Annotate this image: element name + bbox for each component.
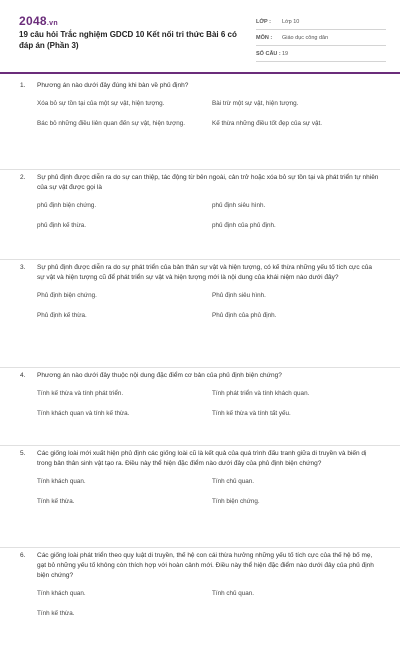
answer-options [37, 291, 380, 320]
answer-option[interactable]: Tính chủ quan. [212, 478, 255, 486]
answer-option[interactable]: Tính kế thừa và tính phát triển. [37, 390, 124, 398]
answer-option[interactable]: Tính kế thừa. [37, 497, 75, 505]
question-number: 5. [20, 450, 26, 457]
answer-option[interactable]: phủ định biện chứng. [37, 202, 97, 210]
question-text: Các giống loài phát triển theo quy luật di truyền, thế hệ con cái thừa hưởng những yếu tố tích cực của thế hệ bố mẹ, gạt bỏ những yếu tố không còn thích hợp với hoàn cảnh mới. Điều này thể hiện đặc điểm nào dưới đây của phủ định biện chứng? [37, 552, 374, 580]
answer-option[interactable]: Bài trừ một sự vật, hiện tượng. [212, 100, 299, 108]
question-stem [20, 449, 380, 469]
page-header [0, 0, 400, 72]
meta-value: Lớp 10 [282, 18, 300, 25]
answer-options [37, 201, 380, 230]
question-text: Các giống loài mới xuất hiện phủ định các giống loài cũ là kết quả của quá trình đấu tranh giữa di truyền và biến dị trong bản thân sinh vật tạo ra. Điều này thể hiện đặc điểm nào dưới đây của phủ định biện chứng? [37, 450, 367, 468]
question-item [0, 78, 400, 170]
meta-value: Giáo dục công dân [282, 34, 329, 41]
question-number: 6. [20, 552, 26, 559]
answer-option[interactable]: phủ định của phủ định. [212, 221, 276, 229]
question-list [0, 78, 400, 651]
answer-option[interactable]: Phủ định biện chứng. [37, 292, 97, 300]
answer-option[interactable]: Kế thừa những điều tốt đẹp của sự vật. [212, 119, 322, 127]
document-meta [256, 14, 386, 62]
meta-row-grade [256, 14, 386, 30]
answer-option[interactable]: Tính khách quan. [37, 478, 86, 486]
question-stem [20, 263, 380, 283]
answer-option[interactable]: Tính phát triển và tính khách quan. [212, 390, 310, 398]
answer-option[interactable]: Tính kế thừa. [37, 609, 75, 617]
answer-option[interactable]: Tính khách quan và tính kế thừa. [37, 409, 130, 417]
question-item [0, 446, 400, 548]
meta-value: 19 [282, 50, 289, 57]
question-item [0, 368, 400, 446]
logo-text: 2048 [19, 14, 47, 28]
answer-option[interactable]: Tính chủ quan. [212, 590, 255, 598]
question-text: Sự phủ định được diễn ra do sự phát triển của bản thân sự vật và hiện tượng, có kế thừa những yếu tố tích cực của sự vật và hiện tượng cũ để phát triển sự vật và hiện tượng mới là nội dung của khái niệm nào dưới đây? [37, 264, 372, 282]
question-number: 2. [20, 174, 26, 181]
answer-option[interactable]: Tính kế thừa và tính tất yếu. [212, 409, 291, 417]
logo-suffix: .vn [46, 20, 58, 27]
question-item [0, 260, 400, 368]
answer-option[interactable]: phủ định siêu hình. [212, 202, 266, 210]
question-text: Phương án nào dưới đây đúng khi bàn về phủ định? [37, 82, 189, 89]
answer-option[interactable]: Xóa bỏ sự tồn tại của một sự vật, hiện tượng. [37, 100, 165, 108]
question-number: 4. [20, 372, 26, 379]
question-text: Sự phủ định được diễn ra do sự can thiệp, tác động từ bên ngoài, cản trở hoặc xóa bỏ sự tồn tại và phát triển tự nhiên của sự vật được gọi là [37, 174, 379, 192]
question-stem [20, 173, 380, 193]
meta-row-subject [256, 30, 386, 46]
site-logo[interactable] [19, 14, 58, 28]
answer-option[interactable]: Bác bỏ những điều liên quan đến sự vật, hiện tượng. [37, 119, 186, 127]
question-number: 1. [20, 82, 26, 89]
meta-row-count [256, 46, 386, 62]
answer-options [37, 589, 380, 618]
question-stem [20, 551, 380, 581]
answer-option[interactable]: Tính khách quan. [37, 590, 86, 598]
meta-key: LỚP : [256, 18, 271, 25]
question-item [0, 170, 400, 260]
answer-options [37, 389, 380, 418]
document-title: 19 câu hỏi Trắc nghiệm GDCD 10 Kết nối tri thức Bài 6 có đáp án (Phần 3) [19, 30, 237, 50]
answer-options [37, 99, 380, 128]
meta-key: MÔN : [256, 34, 273, 41]
answer-option[interactable]: Tính biện chứng. [212, 497, 260, 505]
meta-key: SỐ CÂU : [256, 50, 281, 57]
answer-options [37, 477, 380, 506]
question-stem [20, 81, 380, 91]
answer-option[interactable]: phủ định kế thừa. [37, 221, 87, 229]
answer-option[interactable]: Phủ định siêu hình. [212, 292, 266, 300]
header-divider [0, 72, 400, 74]
question-stem [20, 371, 380, 381]
question-text: Phương án nào dưới đây thuộc nội dung đặc điểm cơ bản của phủ định biện chứng? [37, 372, 282, 379]
answer-option[interactable]: Phủ định của phủ định. [212, 311, 277, 319]
answer-option[interactable]: Phủ định kế thừa. [37, 311, 87, 319]
question-number: 3. [20, 264, 26, 271]
